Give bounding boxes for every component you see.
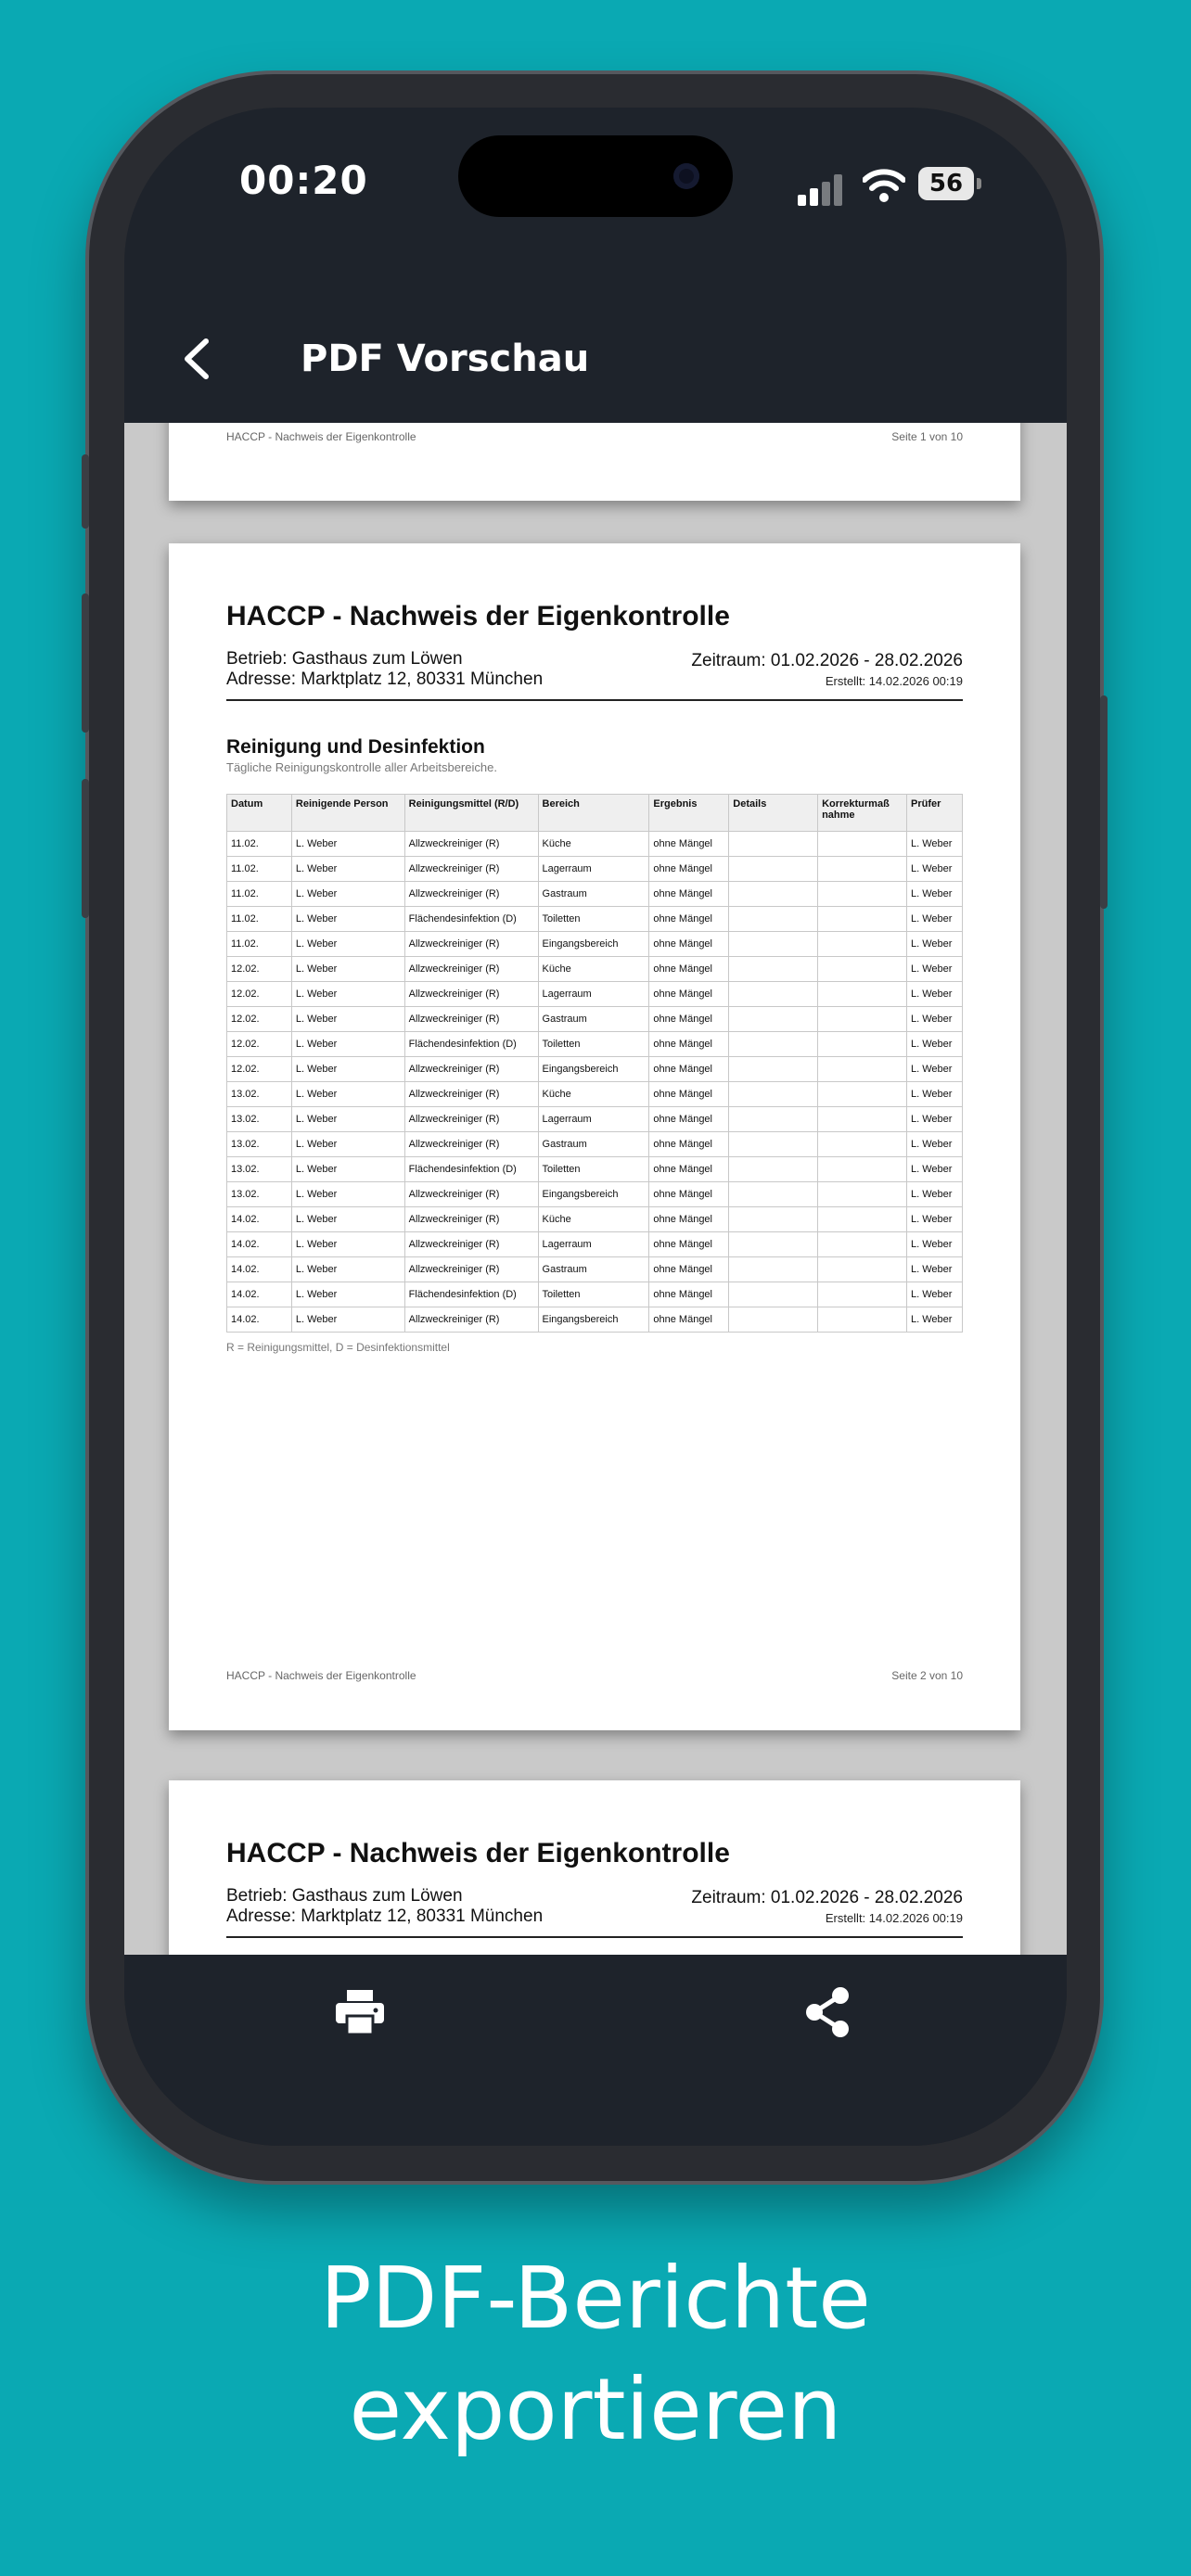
table-cell: Flächendesinfektion (D) — [404, 907, 538, 932]
report-business-info — [226, 1886, 543, 1927]
table-cell — [818, 1182, 907, 1207]
mute-switch — [82, 454, 89, 529]
table-cell — [818, 1157, 907, 1182]
dynamic-island — [458, 135, 733, 217]
table-cell: Eingangsbereich — [538, 1182, 649, 1207]
status-time: 00:20 — [239, 158, 368, 203]
table-cell: 13.02. — [227, 1132, 292, 1157]
table-cell: Lagerraum — [538, 1107, 649, 1132]
promo-caption-line-1: PDF-Berichte — [320, 2249, 871, 2348]
bottom-toolbar — [124, 1955, 1067, 2146]
table-cell: 11.02. — [227, 882, 292, 907]
table-cell: Toiletten — [538, 1032, 649, 1057]
table-cell — [818, 882, 907, 907]
table-cell: L. Weber — [907, 907, 963, 932]
table-cell: L. Weber — [291, 1032, 404, 1057]
table-cell: ohne Mängel — [649, 1207, 729, 1232]
table-cell — [729, 957, 818, 982]
table-cell: L. Weber — [907, 1282, 963, 1307]
table-cell: L. Weber — [291, 1307, 404, 1333]
table-row — [227, 1007, 963, 1032]
table-row — [227, 1232, 963, 1257]
table-cell: L. Weber — [907, 932, 963, 957]
table-cell: Allzweckreiniger (R) — [404, 1257, 538, 1282]
table-cell — [818, 957, 907, 982]
table-cell: 14.02. — [227, 1257, 292, 1282]
table-row — [227, 982, 963, 1007]
table-cell: ohne Mängel — [649, 932, 729, 957]
table-cell: Flächendesinfektion (D) — [404, 1157, 538, 1182]
table-cell: 11.02. — [227, 907, 292, 932]
table-cell: Gastraum — [538, 1007, 649, 1032]
table-cell — [729, 1182, 818, 1207]
table-cell: Allzweckreiniger (R) — [404, 1182, 538, 1207]
table-cell: ohne Mängel — [649, 882, 729, 907]
table-row — [227, 907, 963, 932]
table-cell — [818, 857, 907, 882]
table-cell: L. Weber — [907, 832, 963, 857]
table-cell: L. Weber — [291, 1232, 404, 1257]
table-cell: Allzweckreiniger (R) — [404, 832, 538, 857]
table-cell: ohne Mängel — [649, 1182, 729, 1207]
table-cell: Allzweckreiniger (R) — [404, 1007, 538, 1032]
table-cell — [729, 1232, 818, 1257]
table-cell: L. Weber — [907, 1307, 963, 1333]
table-cell — [729, 1057, 818, 1082]
table-cell — [818, 982, 907, 1007]
table-cell: 13.02. — [227, 1182, 292, 1207]
table-cell — [818, 1082, 907, 1107]
table-cell: Flächendesinfektion (D) — [404, 1032, 538, 1057]
column-header: Bereich — [538, 795, 649, 832]
table-row — [227, 1157, 963, 1182]
table-row — [227, 882, 963, 907]
column-header: Details — [729, 795, 818, 832]
table-cell: Toiletten — [538, 907, 649, 932]
table-cell — [729, 1257, 818, 1282]
table-cell — [729, 857, 818, 882]
table-cell: Allzweckreiniger (R) — [404, 982, 538, 1007]
pdf-page-3 — [169, 1780, 1020, 1955]
table-cell: Küche — [538, 957, 649, 982]
table-cell — [729, 907, 818, 932]
table-cell: L. Weber — [907, 1132, 963, 1157]
table-cell: 12.02. — [227, 982, 292, 1007]
page-footer — [226, 430, 963, 443]
table-row — [227, 832, 963, 857]
table-cell: L. Weber — [291, 1157, 404, 1182]
table-cell — [729, 1282, 818, 1307]
table-cell: L. Weber — [907, 1232, 963, 1257]
header-divider — [226, 699, 963, 701]
table-cell — [729, 932, 818, 957]
table-row — [227, 1282, 963, 1307]
table-cell: Lagerraum — [538, 982, 649, 1007]
pdf-preview[interactable] — [124, 423, 1067, 1955]
table-header-row — [227, 795, 963, 832]
table-cell: ohne Mängel — [649, 957, 729, 982]
table-cell: L. Weber — [907, 882, 963, 907]
app-bar — [124, 237, 1067, 423]
table-cell: 12.02. — [227, 1032, 292, 1057]
status-bar — [124, 108, 1067, 237]
table-row — [227, 1307, 963, 1333]
table-cell: 12.02. — [227, 957, 292, 982]
table-cell — [729, 1082, 818, 1107]
table-cell: ohne Mängel — [649, 832, 729, 857]
table-cell — [729, 982, 818, 1007]
table-cell: L. Weber — [291, 882, 404, 907]
table-row — [227, 1207, 963, 1232]
cleaning-log-table — [226, 794, 963, 1333]
table-cell: ohne Mängel — [649, 1282, 729, 1307]
table-cell: L. Weber — [291, 1182, 404, 1207]
column-header: Prüfer — [907, 795, 963, 832]
table-cell: 13.02. — [227, 1107, 292, 1132]
table-cell: Allzweckreiniger (R) — [404, 932, 538, 957]
table-row — [227, 1057, 963, 1082]
table-cell: Allzweckreiniger (R) — [404, 1232, 538, 1257]
table-row — [227, 1107, 963, 1132]
table-cell: L. Weber — [291, 957, 404, 982]
table-cell: ohne Mängel — [649, 1007, 729, 1032]
page-footer — [226, 1669, 963, 1682]
table-cell: L. Weber — [291, 1132, 404, 1157]
footer-left: HACCP - Nachweis der Eigenkontrolle — [226, 430, 416, 443]
phone-screen — [124, 108, 1067, 2146]
table-cell: Toiletten — [538, 1282, 649, 1307]
table-cell — [729, 1032, 818, 1057]
promo-caption-line-2: exportieren — [349, 2360, 842, 2459]
table-cell: 11.02. — [227, 932, 292, 957]
table-cell: 11.02. — [227, 832, 292, 857]
business-address: Adresse: Marktplatz 12, 80331 München — [226, 670, 544, 689]
table-cell — [818, 1232, 907, 1257]
table-cell: ohne Mängel — [649, 907, 729, 932]
table-cell: L. Weber — [291, 932, 404, 957]
table-cell: Allzweckreiniger (R) — [404, 1207, 538, 1232]
report-period: Zeitraum: 01.02.2026 - 28.02.2026 — [691, 651, 963, 670]
report-business-info — [226, 649, 543, 690]
column-header: Korrekturmaß nahme — [818, 795, 907, 832]
battery-indicator: 56 — [918, 167, 974, 200]
table-cell: Allzweckreiniger (R) — [404, 1082, 538, 1107]
volume-down-button — [82, 779, 89, 918]
table-cell: ohne Mängel — [649, 857, 729, 882]
table-row — [227, 857, 963, 882]
table-cell: L. Weber — [291, 1107, 404, 1132]
section-subtitle: Tägliche Reinigungskontrolle aller Arbeitsbereiche. — [226, 760, 497, 774]
table-cell — [729, 832, 818, 857]
table-cell: Allzweckreiniger (R) — [404, 1307, 538, 1333]
share-icon[interactable] — [803, 1986, 852, 2038]
pdf-page-2 — [169, 543, 1020, 1730]
table-cell: ohne Mängel — [649, 1157, 729, 1182]
table-cell: L. Weber — [907, 1057, 963, 1082]
footer-page-number: Seite 1 von 10 — [891, 430, 963, 443]
table-cell: L. Weber — [291, 857, 404, 882]
table-cell: Gastraum — [538, 882, 649, 907]
table-cell: ohne Mängel — [649, 982, 729, 1007]
table-cell — [729, 1307, 818, 1333]
table-cell: Eingangsbereich — [538, 1057, 649, 1082]
column-header: Reinigende Person — [291, 795, 404, 832]
table-cell: L. Weber — [291, 832, 404, 857]
table-cell — [729, 1157, 818, 1182]
power-button — [1100, 695, 1108, 909]
report-period-info — [691, 651, 963, 692]
table-cell: 12.02. — [227, 1057, 292, 1082]
table-cell: 14.02. — [227, 1307, 292, 1333]
table-cell: ohne Mängel — [649, 1082, 729, 1107]
footer-page-number: Seite 2 von 10 — [891, 1669, 963, 1682]
table-cell — [818, 1057, 907, 1082]
camera-icon — [673, 163, 699, 189]
business-name: Betrieb: Gasthaus zum Löwen — [226, 649, 463, 669]
table-cell: Lagerraum — [538, 1232, 649, 1257]
table-cell: L. Weber — [907, 857, 963, 882]
table-cell: Küche — [538, 832, 649, 857]
table-cell: Allzweckreiniger (R) — [404, 957, 538, 982]
table-cell: L. Weber — [291, 1207, 404, 1232]
table-cell: Eingangsbereich — [538, 932, 649, 957]
table-cell: Gastraum — [538, 1257, 649, 1282]
table-cell: Eingangsbereich — [538, 1307, 649, 1333]
table-cell: Allzweckreiniger (R) — [404, 1057, 538, 1082]
table-row — [227, 1257, 963, 1282]
table-cell: 14.02. — [227, 1232, 292, 1257]
table-cell — [818, 1282, 907, 1307]
table-row — [227, 1032, 963, 1057]
table-cell — [818, 832, 907, 857]
business-address: Adresse: Marktplatz 12, 80331 München — [226, 1906, 544, 1926]
table-cell — [818, 1007, 907, 1032]
table-cell: L. Weber — [291, 1007, 404, 1032]
table-cell: ohne Mängel — [649, 1107, 729, 1132]
table-cell: 14.02. — [227, 1207, 292, 1232]
table-cell: Allzweckreiniger (R) — [404, 882, 538, 907]
table-cell: L. Weber — [907, 1107, 963, 1132]
table-cell: Gastraum — [538, 1132, 649, 1157]
table-row — [227, 1132, 963, 1157]
table-cell: L. Weber — [291, 1082, 404, 1107]
table-cell: L. Weber — [907, 1257, 963, 1282]
table-cell: Lagerraum — [538, 857, 649, 882]
business-name: Betrieb: Gasthaus zum Löwen — [226, 1886, 463, 1906]
column-header: Datum — [227, 795, 292, 832]
table-cell: Allzweckreiniger (R) — [404, 857, 538, 882]
volume-up-button — [82, 593, 89, 733]
report-title: HACCP - Nachweis der Eigenkontrolle — [226, 1838, 730, 1868]
table-cell — [818, 1032, 907, 1057]
table-row — [227, 1082, 963, 1107]
table-cell: Küche — [538, 1207, 649, 1232]
table-cell: L. Weber — [907, 1182, 963, 1207]
table-cell — [729, 1132, 818, 1157]
table-cell: L. Weber — [291, 1057, 404, 1082]
page-title: PDF Vorschau — [301, 338, 590, 380]
table-cell: ohne Mängel — [649, 1307, 729, 1333]
printer-icon[interactable] — [334, 1988, 386, 2036]
wifi-icon — [863, 167, 905, 204]
table-cell — [818, 932, 907, 957]
table-cell — [818, 1132, 907, 1157]
table-cell: 13.02. — [227, 1082, 292, 1107]
table-cell: 12.02. — [227, 1007, 292, 1032]
table-cell: ohne Mängel — [649, 1132, 729, 1157]
table-row — [227, 1182, 963, 1207]
table-cell: L. Weber — [907, 1007, 963, 1032]
table-cell — [818, 1207, 907, 1232]
table-cell — [729, 1207, 818, 1232]
table-row — [227, 932, 963, 957]
table-cell: L. Weber — [907, 1032, 963, 1057]
table-cell: L. Weber — [291, 982, 404, 1007]
report-period-info — [691, 1888, 963, 1929]
table-cell — [818, 1307, 907, 1333]
table-cell: L. Weber — [291, 1257, 404, 1282]
table-cell — [729, 1107, 818, 1132]
section-title: Reinigung und Desinfektion — [226, 736, 485, 758]
table-cell — [729, 882, 818, 907]
table-cell: L. Weber — [907, 1157, 963, 1182]
table-cell: Allzweckreiniger (R) — [404, 1132, 538, 1157]
table-cell: Toiletten — [538, 1157, 649, 1182]
pdf-page-1 — [169, 423, 1020, 501]
table-row — [227, 957, 963, 982]
table-cell: L. Weber — [907, 982, 963, 1007]
table-cell: ohne Mängel — [649, 1257, 729, 1282]
chevron-left-icon[interactable] — [174, 336, 221, 382]
table-cell: 14.02. — [227, 1282, 292, 1307]
table-cell: L. Weber — [291, 907, 404, 932]
report-created: Erstellt: 14.02.2026 00:19 — [825, 674, 963, 688]
column-header: Ergebnis — [649, 795, 729, 832]
table-cell: ohne Mängel — [649, 1232, 729, 1257]
table-cell — [818, 1257, 907, 1282]
table-cell: ohne Mängel — [649, 1032, 729, 1057]
report-period: Zeitraum: 01.02.2026 - 28.02.2026 — [691, 1888, 963, 1907]
table-cell: L. Weber — [907, 1207, 963, 1232]
report-title: HACCP - Nachweis der Eigenkontrolle — [226, 601, 730, 631]
table-cell: Küche — [538, 1082, 649, 1107]
table-cell: Flächendesinfektion (D) — [404, 1282, 538, 1307]
footer-left: HACCP - Nachweis der Eigenkontrolle — [226, 1669, 416, 1682]
table-cell — [818, 907, 907, 932]
header-divider — [226, 1936, 963, 1938]
cellular-signal-icon — [798, 174, 846, 206]
table-cell: Allzweckreiniger (R) — [404, 1107, 538, 1132]
table-legend: R = Reinigungsmittel, D = Desinfektionsmittel — [226, 1341, 450, 1354]
table-cell: L. Weber — [907, 1082, 963, 1107]
report-created: Erstellt: 14.02.2026 00:19 — [825, 1911, 963, 1925]
table-cell: 13.02. — [227, 1157, 292, 1182]
table-cell: ohne Mängel — [649, 1057, 729, 1082]
table-cell: L. Weber — [291, 1282, 404, 1307]
table-cell: L. Weber — [907, 957, 963, 982]
table-cell — [729, 1007, 818, 1032]
table-cell — [818, 1107, 907, 1132]
table-cell: 11.02. — [227, 857, 292, 882]
column-header: Reinigungsmittel (R/D) — [404, 795, 538, 832]
